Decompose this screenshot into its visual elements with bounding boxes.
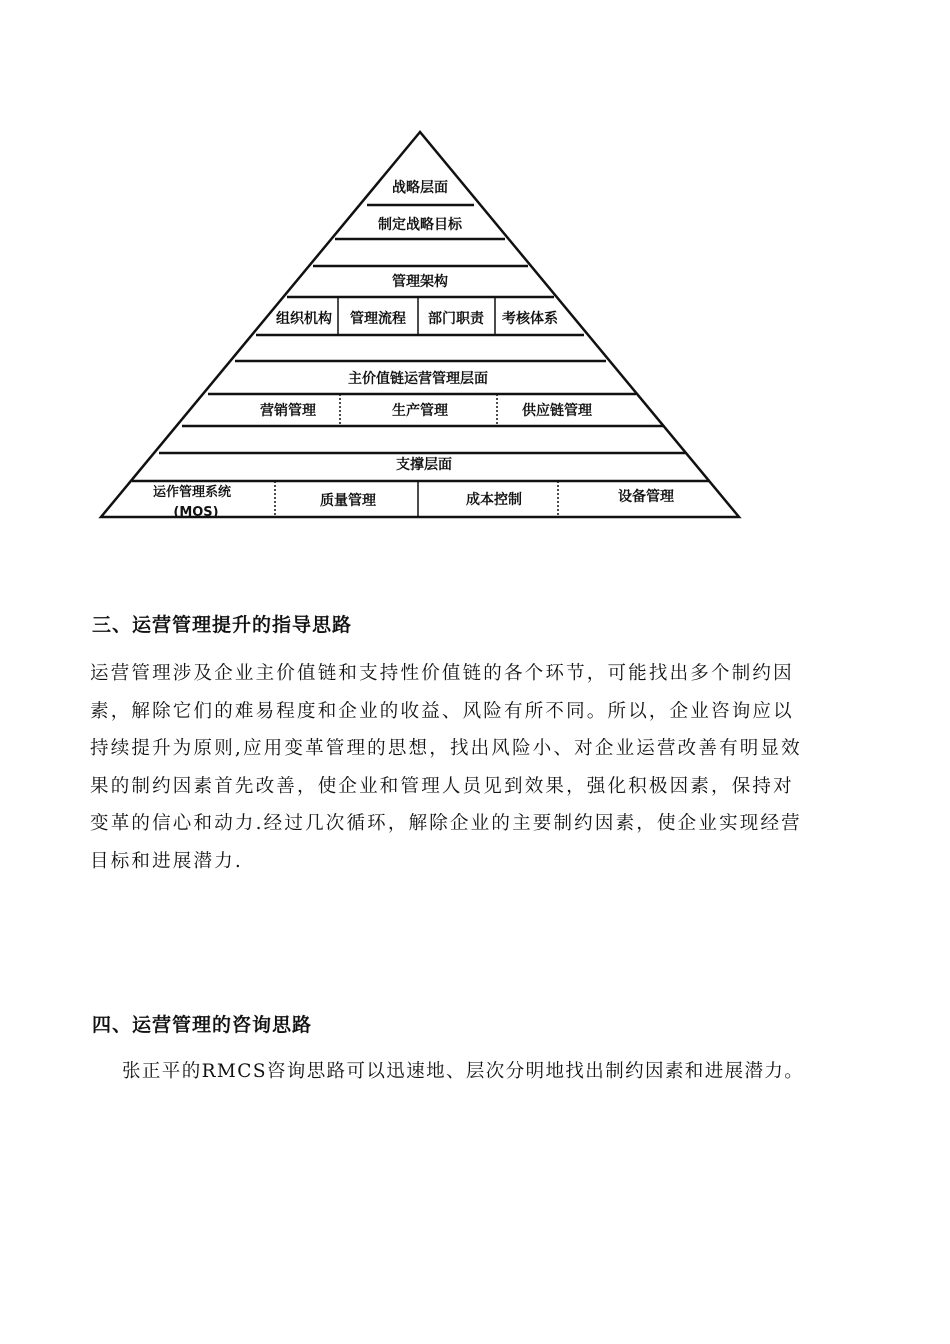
value-chain-title: 主价值链运营管理层面 xyxy=(348,371,488,387)
support-title: 支撑层面 xyxy=(396,457,452,473)
pyramid-diagram xyxy=(0,0,950,560)
value-item-production: 生产管理 xyxy=(392,403,448,419)
mgmt-item-duty: 部门职责 xyxy=(428,311,484,327)
mgmt-arch-title: 管理架构 xyxy=(392,274,448,290)
support-item-mos-abbr: (MOS) xyxy=(173,505,219,520)
section3-line: 素，解除它们的难易程度和企业的收益、风险有所不同。所以，企业咨询应以 xyxy=(90,700,794,722)
support-item-quality: 质量管理 xyxy=(320,493,376,509)
support-item-mos: 运作管理系统 xyxy=(152,485,232,500)
support-item-equipment: 设备管理 xyxy=(618,489,674,505)
mgmt-item-process: 管理流程 xyxy=(350,311,406,327)
section3-paragraph xyxy=(90,655,865,880)
section3-line: 果的制约因素首先改善，使企业和管理人员见到效果，强化积极因素，保持对 xyxy=(90,775,794,797)
section4-paragraph: 张正平的RMCS咨询思路可以迅速地、层次分明地找出制约因素和进展潜力。 xyxy=(122,1061,805,1082)
mgmt-item-org: 组织机构 xyxy=(276,311,332,327)
section3-heading: 三、运营管理提升的指导思路 xyxy=(92,614,353,636)
section3-line: 持续提升为原则,应用变革管理的思想，找出风险小、对企业运营改善有明显效 xyxy=(90,738,802,759)
value-item-supply: 供应链管理 xyxy=(522,403,592,419)
section3-line: 变革的信心和动力.经过几次循环，解除企业的主要制约因素，使企业实现经营 xyxy=(90,813,802,834)
strategy-title: 战略层面 xyxy=(392,180,448,196)
strategy-goal: 制定战略目标 xyxy=(378,217,462,233)
value-item-marketing: 营销管理 xyxy=(260,403,316,419)
section4-heading: 四、运营管理的咨询思路 xyxy=(92,1014,313,1036)
mgmt-item-assessment: 考核体系 xyxy=(502,311,558,327)
section3-line: 运营管理涉及企业主价值链和支持性价值链的各个环节，可能找出多个制约因 xyxy=(90,663,794,684)
support-item-cost: 成本控制 xyxy=(466,492,522,508)
section3-line: 目标和进展潜力. xyxy=(90,850,243,872)
